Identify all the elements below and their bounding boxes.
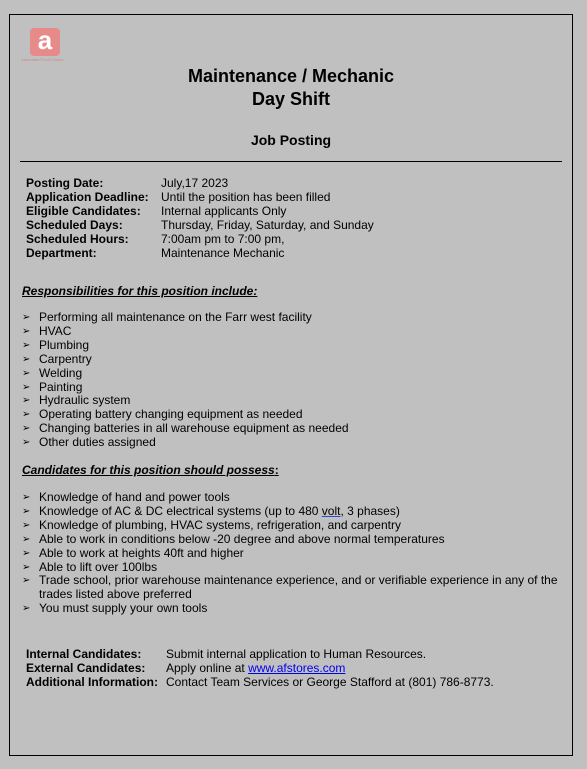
qualifications-heading-text: Candidates for this position should possess xyxy=(22,463,275,477)
arrow-bullet-icon: ➢ xyxy=(22,519,31,531)
job-posting-page xyxy=(9,14,573,756)
arrow-bullet-icon: ➢ xyxy=(22,395,31,407)
company-logo xyxy=(30,25,60,56)
detail-label: Eligible Candidates: xyxy=(26,204,141,218)
list-item xyxy=(22,381,560,395)
detail-value: Until the position has been filled xyxy=(161,190,331,204)
posting-subtitle: Job Posting xyxy=(250,132,332,148)
arrow-bullet-icon: ➢ xyxy=(22,547,31,559)
arrow-bullet-icon: ➢ xyxy=(22,367,31,379)
arrow-bullet-icon: ➢ xyxy=(22,339,31,351)
detail-label: Scheduled Hours: xyxy=(26,232,129,246)
logo-tagline: Associated Food Stores xyxy=(21,57,64,62)
list-item-text: Changing batteries in all warehouse equipment as needed xyxy=(39,421,349,436)
list-item-text-end: , 3 phases) xyxy=(340,503,400,518)
responsibilities-list xyxy=(22,311,560,450)
list-item xyxy=(22,519,560,533)
detail-row xyxy=(26,232,374,246)
detail-row xyxy=(26,176,374,190)
detail-value: July,17 2023 xyxy=(161,176,229,190)
detail-row xyxy=(26,204,374,218)
list-item xyxy=(22,325,560,339)
detail-value: Internal applicants Only xyxy=(161,204,287,218)
arrow-bullet-icon: ➢ xyxy=(22,561,31,573)
detail-label: Application Deadline: xyxy=(26,190,149,204)
detail-value: Thursday, Friday, Saturday, and Sunday xyxy=(161,218,374,232)
list-item-text: Hydraulic system xyxy=(39,393,131,408)
list-item xyxy=(22,408,560,422)
additional-row xyxy=(26,675,494,689)
detail-value: Maintenance Mechanic xyxy=(161,246,285,260)
list-item xyxy=(22,602,560,616)
additional-value: Contact Team Services or George Stafford at (801) 786-8773. xyxy=(166,675,494,689)
list-item xyxy=(22,574,560,602)
arrow-bullet-icon: ➢ xyxy=(22,381,31,393)
internal-label: Internal Candidates: xyxy=(26,647,142,661)
additional-label: Additional Information: xyxy=(26,675,158,689)
detail-label: Posting Date: xyxy=(26,176,104,190)
divider xyxy=(20,161,562,162)
external-label: External Candidates: xyxy=(26,661,146,675)
list-item-text: Knowledge of AC & DC electrical systems (up to 480 xyxy=(39,503,322,518)
shift-title: Day Shift xyxy=(251,89,330,109)
list-item-text: Other duties assigned xyxy=(39,435,156,450)
list-item-text: Able to work at heights 40ft and higher xyxy=(39,545,244,560)
arrow-bullet-icon: ➢ xyxy=(22,325,31,337)
list-item xyxy=(22,491,560,505)
list-item xyxy=(22,353,560,367)
arrow-bullet-icon: ➢ xyxy=(22,353,31,365)
list-item-text: You must supply your own tools xyxy=(39,601,208,616)
list-item-text: Operating battery changing equipment as needed xyxy=(39,407,303,422)
list-item xyxy=(22,436,560,450)
list-item xyxy=(22,394,560,408)
arrow-bullet-icon: ➢ xyxy=(22,505,31,517)
list-item xyxy=(22,367,560,381)
detail-value: 7:00am pm to 7:00 pm, xyxy=(161,232,285,246)
list-item-text: Plumbing xyxy=(39,337,90,352)
list-item xyxy=(22,561,560,575)
detail-row xyxy=(26,218,374,232)
internal-row xyxy=(26,647,494,661)
arrow-bullet-icon: ➢ xyxy=(22,575,31,587)
list-item xyxy=(22,505,560,519)
list-item-text: Able to work in conditions below -20 degree and above normal temperatures xyxy=(39,531,445,546)
arrow-bullet-icon: ➢ xyxy=(22,603,31,615)
external-prefix: Apply online at xyxy=(166,661,249,675)
list-item xyxy=(22,533,560,547)
list-item-text: Welding xyxy=(39,365,83,380)
job-title: Maintenance / Mechanic xyxy=(187,66,395,86)
arrow-bullet-icon: ➢ xyxy=(22,423,31,435)
list-item-text: Performing all maintenance on the Farr west facility xyxy=(39,310,312,324)
application-info xyxy=(26,647,494,689)
qualifications-heading xyxy=(22,463,279,477)
responsibilities-heading: Responsibilities for this position include: xyxy=(22,284,258,298)
arrow-bullet-icon: ➢ xyxy=(22,492,31,503)
logo-letter: a xyxy=(37,25,53,55)
posting-details xyxy=(26,176,374,260)
list-item-text: Able to lift over 100lbs xyxy=(39,559,158,574)
qualifications-list xyxy=(22,491,560,616)
detail-row xyxy=(26,246,374,260)
arrow-bullet-icon: ➢ xyxy=(22,533,31,545)
spellcheck-word: volt xyxy=(321,503,341,518)
list-item-text: Carpentry xyxy=(39,351,92,366)
list-item xyxy=(22,422,560,436)
list-item xyxy=(22,339,560,353)
detail-row xyxy=(26,190,374,204)
detail-label: Department: xyxy=(26,246,97,260)
website-link[interactable]: www.afstores.com xyxy=(248,661,346,675)
list-item-text: Trade school, prior warehouse maintenance experience, and or verifiable experience in any of the trades listed above preferred xyxy=(39,573,558,602)
detail-label: Scheduled Days: xyxy=(26,218,123,232)
internal-value: Submit internal application to Human Resources. xyxy=(166,647,427,661)
list-item-text: Painting xyxy=(39,379,83,394)
list-item-text: Knowledge of plumbing, HVAC systems, refrigeration, and carpentry xyxy=(39,517,401,532)
arrow-bullet-icon: ➢ xyxy=(22,437,31,449)
list-item-text: HVAC xyxy=(39,323,72,338)
external-row xyxy=(26,661,494,675)
list-item-text: Knowledge of hand and power tools xyxy=(39,490,230,504)
arrow-bullet-icon: ➢ xyxy=(22,409,31,421)
list-item xyxy=(22,311,560,325)
list-item xyxy=(22,547,560,561)
heading-colon: : xyxy=(274,463,279,477)
arrow-bullet-icon: ➢ xyxy=(22,312,31,323)
